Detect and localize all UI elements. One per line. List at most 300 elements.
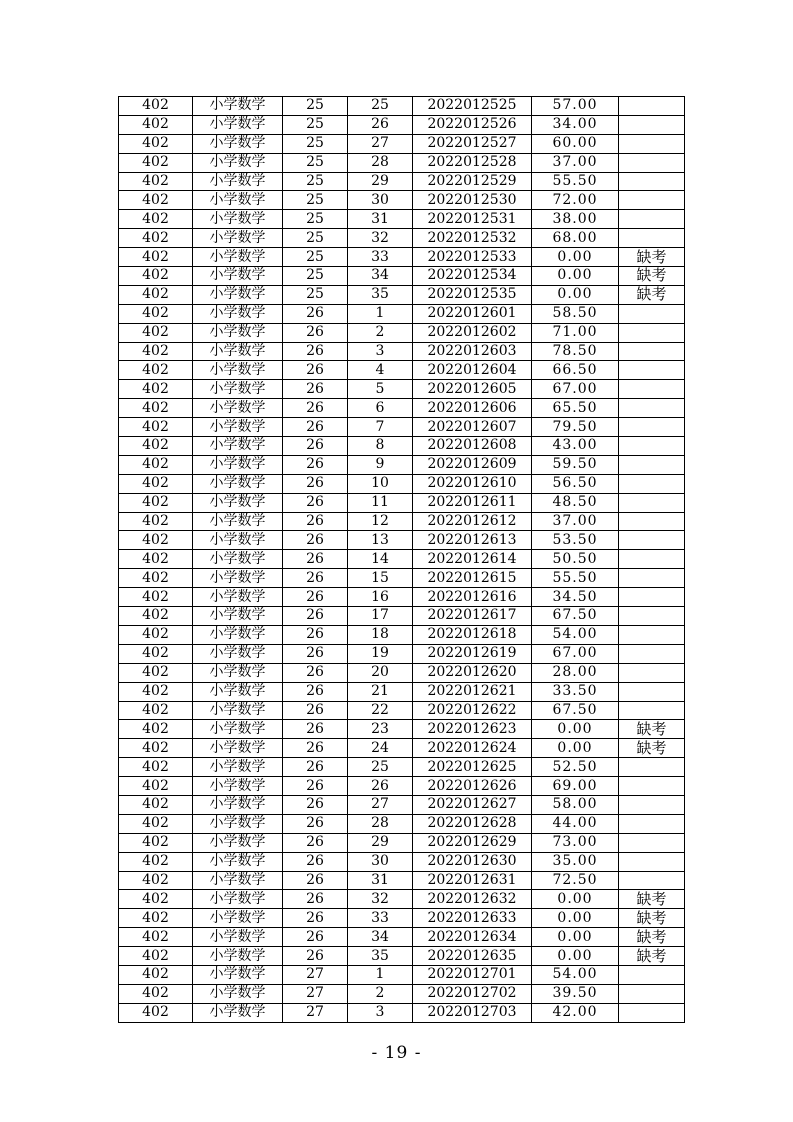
table-row — [119, 493, 685, 512]
table-row — [119, 399, 685, 418]
code-cell: 402 — [119, 304, 193, 323]
code-cell: 402 — [119, 437, 193, 456]
exam-id-cell: 2022012701 — [413, 965, 532, 984]
room-cell: 25 — [283, 172, 348, 191]
subject-cell: 小学数学 — [193, 701, 283, 720]
seat-cell: 32 — [348, 229, 413, 248]
code-cell: 402 — [119, 569, 193, 588]
note-cell — [619, 795, 685, 814]
seat-cell: 33 — [348, 909, 413, 928]
score-cell: 60.00 — [532, 134, 619, 153]
room-cell: 26 — [283, 304, 348, 323]
score-cell: 55.50 — [532, 569, 619, 588]
exam-id-cell: 2022012625 — [413, 758, 532, 777]
room-cell: 26 — [283, 795, 348, 814]
exam-id-cell: 2022012530 — [413, 191, 532, 210]
note-cell — [619, 701, 685, 720]
room-cell: 27 — [283, 1003, 348, 1022]
table-row — [119, 229, 685, 248]
code-cell: 402 — [119, 474, 193, 493]
subject-cell: 小学数学 — [193, 984, 283, 1003]
table-row — [119, 512, 685, 531]
code-cell: 402 — [119, 928, 193, 947]
note-cell: 缺考 — [619, 720, 685, 739]
note-cell: 缺考 — [619, 267, 685, 286]
subject-cell: 小学数学 — [193, 531, 283, 550]
room-cell: 25 — [283, 210, 348, 229]
note-cell — [619, 758, 685, 777]
exam-id-cell: 2022012535 — [413, 285, 532, 304]
exam-id-cell: 2022012631 — [413, 871, 532, 890]
subject-cell: 小学数学 — [193, 493, 283, 512]
subject-cell: 小学数学 — [193, 644, 283, 663]
exam-id-cell: 2022012606 — [413, 399, 532, 418]
room-cell: 26 — [283, 455, 348, 474]
table-row — [119, 663, 685, 682]
code-cell: 402 — [119, 682, 193, 701]
code-cell: 402 — [119, 852, 193, 871]
seat-cell: 5 — [348, 380, 413, 399]
table-row — [119, 644, 685, 663]
score-cell: 0.00 — [532, 947, 619, 966]
subject-cell: 小学数学 — [193, 550, 283, 569]
exam-id-cell: 2022012615 — [413, 569, 532, 588]
subject-cell: 小学数学 — [193, 909, 283, 928]
room-cell: 25 — [283, 285, 348, 304]
table-row — [119, 248, 685, 267]
room-cell: 25 — [283, 115, 348, 134]
room-cell: 26 — [283, 323, 348, 342]
subject-cell: 小学数学 — [193, 172, 283, 191]
room-cell: 26 — [283, 644, 348, 663]
score-cell: 35.00 — [532, 852, 619, 871]
note-cell — [619, 871, 685, 890]
seat-cell: 6 — [348, 399, 413, 418]
subject-cell: 小学数学 — [193, 361, 283, 380]
code-cell: 402 — [119, 795, 193, 814]
code-cell: 402 — [119, 1003, 193, 1022]
room-cell: 25 — [283, 191, 348, 210]
exam-id-cell: 2022012617 — [413, 607, 532, 626]
subject-cell: 小学数学 — [193, 323, 283, 342]
exam-id-cell: 2022012610 — [413, 474, 532, 493]
exam-id-cell: 2022012630 — [413, 852, 532, 871]
room-cell: 26 — [283, 739, 348, 758]
code-cell: 402 — [119, 701, 193, 720]
code-cell: 402 — [119, 947, 193, 966]
note-cell — [619, 455, 685, 474]
score-cell: 67.50 — [532, 701, 619, 720]
subject-cell: 小学数学 — [193, 588, 283, 607]
exam-id-cell: 2022012628 — [413, 814, 532, 833]
room-cell: 26 — [283, 418, 348, 437]
score-cell: 79.50 — [532, 418, 619, 437]
subject-cell: 小学数学 — [193, 285, 283, 304]
score-cell: 58.50 — [532, 304, 619, 323]
seat-cell: 30 — [348, 191, 413, 210]
note-cell — [619, 304, 685, 323]
seat-cell: 17 — [348, 607, 413, 626]
score-cell: 34.50 — [532, 588, 619, 607]
table-row — [119, 267, 685, 286]
seat-cell: 31 — [348, 871, 413, 890]
table-row — [119, 758, 685, 777]
code-cell: 402 — [119, 720, 193, 739]
note-cell — [619, 569, 685, 588]
note-cell — [619, 474, 685, 493]
table-row — [119, 437, 685, 456]
subject-cell: 小学数学 — [193, 814, 283, 833]
seat-cell: 24 — [348, 739, 413, 758]
seat-cell: 2 — [348, 323, 413, 342]
note-cell — [619, 682, 685, 701]
note-cell: 缺考 — [619, 909, 685, 928]
table-row — [119, 928, 685, 947]
note-cell — [619, 625, 685, 644]
table-row — [119, 418, 685, 437]
room-cell: 26 — [283, 531, 348, 550]
score-cell: 69.00 — [532, 777, 619, 796]
exam-id-cell: 2022012624 — [413, 739, 532, 758]
seat-cell: 35 — [348, 285, 413, 304]
room-cell: 26 — [283, 947, 348, 966]
code-cell: 402 — [119, 550, 193, 569]
room-cell: 26 — [283, 625, 348, 644]
subject-cell: 小学数学 — [193, 267, 283, 286]
exam-id-cell: 2022012605 — [413, 380, 532, 399]
table-row — [119, 965, 685, 984]
table-row — [119, 304, 685, 323]
score-cell: 67.00 — [532, 380, 619, 399]
code-cell: 402 — [119, 493, 193, 512]
subject-cell: 小学数学 — [193, 607, 283, 626]
seat-cell: 20 — [348, 663, 413, 682]
code-cell: 402 — [119, 833, 193, 852]
table-row — [119, 210, 685, 229]
code-cell: 402 — [119, 663, 193, 682]
exam-id-cell: 2022012629 — [413, 833, 532, 852]
score-cell: 44.00 — [532, 814, 619, 833]
score-cell: 67.00 — [532, 644, 619, 663]
table-row — [119, 285, 685, 304]
subject-cell: 小学数学 — [193, 342, 283, 361]
subject-cell: 小学数学 — [193, 965, 283, 984]
score-cell: 55.50 — [532, 172, 619, 191]
code-cell: 402 — [119, 134, 193, 153]
score-cell: 73.00 — [532, 833, 619, 852]
code-cell: 402 — [119, 965, 193, 984]
note-cell — [619, 644, 685, 663]
seat-cell: 19 — [348, 644, 413, 663]
note-cell — [619, 323, 685, 342]
score-cell: 72.00 — [532, 191, 619, 210]
score-cell: 52.50 — [532, 758, 619, 777]
score-cell: 57.00 — [532, 97, 619, 116]
subject-cell: 小学数学 — [193, 663, 283, 682]
seat-cell: 27 — [348, 795, 413, 814]
seat-cell: 29 — [348, 172, 413, 191]
table-row — [119, 625, 685, 644]
subject-cell: 小学数学 — [193, 304, 283, 323]
score-cell: 33.50 — [532, 682, 619, 701]
seat-cell: 23 — [348, 720, 413, 739]
score-cell: 66.50 — [532, 361, 619, 380]
seat-cell: 3 — [348, 342, 413, 361]
seat-cell: 21 — [348, 682, 413, 701]
score-cell: 48.50 — [532, 493, 619, 512]
table-row — [119, 569, 685, 588]
exam-id-cell: 2022012634 — [413, 928, 532, 947]
exam-id-cell: 2022012601 — [413, 304, 532, 323]
exam-id-cell: 2022012618 — [413, 625, 532, 644]
subject-cell: 小学数学 — [193, 625, 283, 644]
room-cell: 26 — [283, 380, 348, 399]
table-row — [119, 833, 685, 852]
score-cell: 43.00 — [532, 437, 619, 456]
score-cell: 0.00 — [532, 890, 619, 909]
table-row — [119, 947, 685, 966]
subject-cell: 小学数学 — [193, 947, 283, 966]
table-row — [119, 380, 685, 399]
code-cell: 402 — [119, 418, 193, 437]
subject-cell: 小学数学 — [193, 210, 283, 229]
score-cell: 37.00 — [532, 153, 619, 172]
score-table — [118, 96, 685, 1023]
note-cell — [619, 852, 685, 871]
subject-cell: 小学数学 — [193, 229, 283, 248]
exam-id-cell: 2022012533 — [413, 248, 532, 267]
seat-cell: 25 — [348, 758, 413, 777]
code-cell: 402 — [119, 890, 193, 909]
room-cell: 26 — [283, 682, 348, 701]
note-cell — [619, 115, 685, 134]
seat-cell: 10 — [348, 474, 413, 493]
room-cell: 26 — [283, 928, 348, 947]
exam-id-cell: 2022012619 — [413, 644, 532, 663]
score-cell: 50.50 — [532, 550, 619, 569]
subject-cell: 小学数学 — [193, 720, 283, 739]
code-cell: 402 — [119, 512, 193, 531]
score-table-body — [119, 97, 685, 1023]
score-cell: 68.00 — [532, 229, 619, 248]
seat-cell: 16 — [348, 588, 413, 607]
subject-cell: 小学数学 — [193, 248, 283, 267]
table-row — [119, 682, 685, 701]
room-cell: 25 — [283, 153, 348, 172]
score-cell: 37.00 — [532, 512, 619, 531]
note-cell — [619, 153, 685, 172]
seat-cell: 31 — [348, 210, 413, 229]
note-cell — [619, 965, 685, 984]
code-cell: 402 — [119, 97, 193, 116]
exam-id-cell: 2022012620 — [413, 663, 532, 682]
room-cell: 26 — [283, 361, 348, 380]
room-cell: 26 — [283, 663, 348, 682]
code-cell: 402 — [119, 814, 193, 833]
subject-cell: 小学数学 — [193, 115, 283, 134]
exam-id-cell: 2022012529 — [413, 172, 532, 191]
exam-id-cell: 2022012616 — [413, 588, 532, 607]
code-cell: 402 — [119, 172, 193, 191]
code-cell: 402 — [119, 739, 193, 758]
room-cell: 26 — [283, 890, 348, 909]
seat-cell: 7 — [348, 418, 413, 437]
room-cell: 25 — [283, 267, 348, 286]
table-row — [119, 607, 685, 626]
subject-cell: 小学数学 — [193, 795, 283, 814]
score-cell: 78.50 — [532, 342, 619, 361]
score-cell: 34.00 — [532, 115, 619, 134]
score-cell: 54.00 — [532, 965, 619, 984]
exam-id-cell: 2022012609 — [413, 455, 532, 474]
code-cell: 402 — [119, 361, 193, 380]
code-cell: 402 — [119, 871, 193, 890]
table-row — [119, 701, 685, 720]
exam-id-cell: 2022012531 — [413, 210, 532, 229]
code-cell: 402 — [119, 607, 193, 626]
table-row — [119, 172, 685, 191]
note-cell — [619, 984, 685, 1003]
score-cell: 72.50 — [532, 871, 619, 890]
room-cell: 25 — [283, 248, 348, 267]
note-cell — [619, 134, 685, 153]
exam-id-cell: 2022012613 — [413, 531, 532, 550]
subject-cell: 小学数学 — [193, 97, 283, 116]
code-cell: 402 — [119, 777, 193, 796]
subject-cell: 小学数学 — [193, 134, 283, 153]
exam-id-cell: 2022012604 — [413, 361, 532, 380]
seat-cell: 35 — [348, 947, 413, 966]
exam-id-cell: 2022012626 — [413, 777, 532, 796]
seat-cell: 8 — [348, 437, 413, 456]
table-row — [119, 134, 685, 153]
seat-cell: 12 — [348, 512, 413, 531]
exam-id-cell: 2022012702 — [413, 984, 532, 1003]
subject-cell: 小学数学 — [193, 191, 283, 210]
note-cell — [619, 229, 685, 248]
code-cell: 402 — [119, 323, 193, 342]
note-cell — [619, 531, 685, 550]
score-cell: 65.50 — [532, 399, 619, 418]
seat-cell: 28 — [348, 814, 413, 833]
table-row — [119, 814, 685, 833]
exam-id-cell: 2022012703 — [413, 1003, 532, 1022]
table-row — [119, 474, 685, 493]
exam-id-cell: 2022012608 — [413, 437, 532, 456]
table-row — [119, 97, 685, 116]
seat-cell: 32 — [348, 890, 413, 909]
code-cell: 402 — [119, 191, 193, 210]
exam-id-cell: 2022012532 — [413, 229, 532, 248]
table-row — [119, 1003, 685, 1022]
subject-cell: 小学数学 — [193, 871, 283, 890]
exam-id-cell: 2022012632 — [413, 890, 532, 909]
exam-id-cell: 2022012534 — [413, 267, 532, 286]
subject-cell: 小学数学 — [193, 852, 283, 871]
seat-cell: 29 — [348, 833, 413, 852]
seat-cell: 26 — [348, 115, 413, 134]
score-cell: 53.50 — [532, 531, 619, 550]
room-cell: 26 — [283, 512, 348, 531]
code-cell: 402 — [119, 455, 193, 474]
subject-cell: 小学数学 — [193, 682, 283, 701]
exam-id-cell: 2022012621 — [413, 682, 532, 701]
note-cell — [619, 418, 685, 437]
room-cell: 26 — [283, 474, 348, 493]
score-cell: 71.00 — [532, 323, 619, 342]
table-row — [119, 871, 685, 890]
subject-cell: 小学数学 — [193, 437, 283, 456]
score-cell: 58.00 — [532, 795, 619, 814]
table-row — [119, 852, 685, 871]
exam-id-cell: 2022012612 — [413, 512, 532, 531]
exam-id-cell: 2022012528 — [413, 153, 532, 172]
note-cell — [619, 663, 685, 682]
seat-cell: 22 — [348, 701, 413, 720]
note-cell — [619, 97, 685, 116]
subject-cell: 小学数学 — [193, 455, 283, 474]
room-cell: 26 — [283, 550, 348, 569]
code-cell: 402 — [119, 644, 193, 663]
exam-id-cell: 2022012527 — [413, 134, 532, 153]
table-row — [119, 455, 685, 474]
subject-cell: 小学数学 — [193, 890, 283, 909]
subject-cell: 小学数学 — [193, 739, 283, 758]
score-cell: 0.00 — [532, 928, 619, 947]
score-cell: 0.00 — [532, 267, 619, 286]
note-cell: 缺考 — [619, 890, 685, 909]
note-cell — [619, 399, 685, 418]
note-cell: 缺考 — [619, 947, 685, 966]
code-cell: 402 — [119, 758, 193, 777]
score-cell: 28.00 — [532, 663, 619, 682]
subject-cell: 小学数学 — [193, 928, 283, 947]
code-cell: 402 — [119, 399, 193, 418]
subject-cell: 小学数学 — [193, 418, 283, 437]
exam-id-cell: 2022012602 — [413, 323, 532, 342]
note-cell — [619, 550, 685, 569]
code-cell: 402 — [119, 380, 193, 399]
subject-cell: 小学数学 — [193, 380, 283, 399]
room-cell: 26 — [283, 701, 348, 720]
exam-id-cell: 2022012627 — [413, 795, 532, 814]
seat-cell: 18 — [348, 625, 413, 644]
score-cell: 59.50 — [532, 455, 619, 474]
score-cell: 0.00 — [532, 909, 619, 928]
note-cell: 缺考 — [619, 285, 685, 304]
seat-cell: 34 — [348, 928, 413, 947]
seat-cell: 11 — [348, 493, 413, 512]
table-row — [119, 720, 685, 739]
table-row — [119, 550, 685, 569]
code-cell: 402 — [119, 625, 193, 644]
exam-id-cell: 2022012614 — [413, 550, 532, 569]
note-cell — [619, 342, 685, 361]
room-cell: 26 — [283, 569, 348, 588]
room-cell: 25 — [283, 229, 348, 248]
seat-cell: 13 — [348, 531, 413, 550]
exam-id-cell: 2022012607 — [413, 418, 532, 437]
table-row — [119, 909, 685, 928]
seat-cell: 3 — [348, 1003, 413, 1022]
seat-cell: 30 — [348, 852, 413, 871]
note-cell — [619, 493, 685, 512]
note-cell: 缺考 — [619, 248, 685, 267]
room-cell: 26 — [283, 588, 348, 607]
note-cell — [619, 361, 685, 380]
table-row — [119, 115, 685, 134]
score-cell: 42.00 — [532, 1003, 619, 1022]
